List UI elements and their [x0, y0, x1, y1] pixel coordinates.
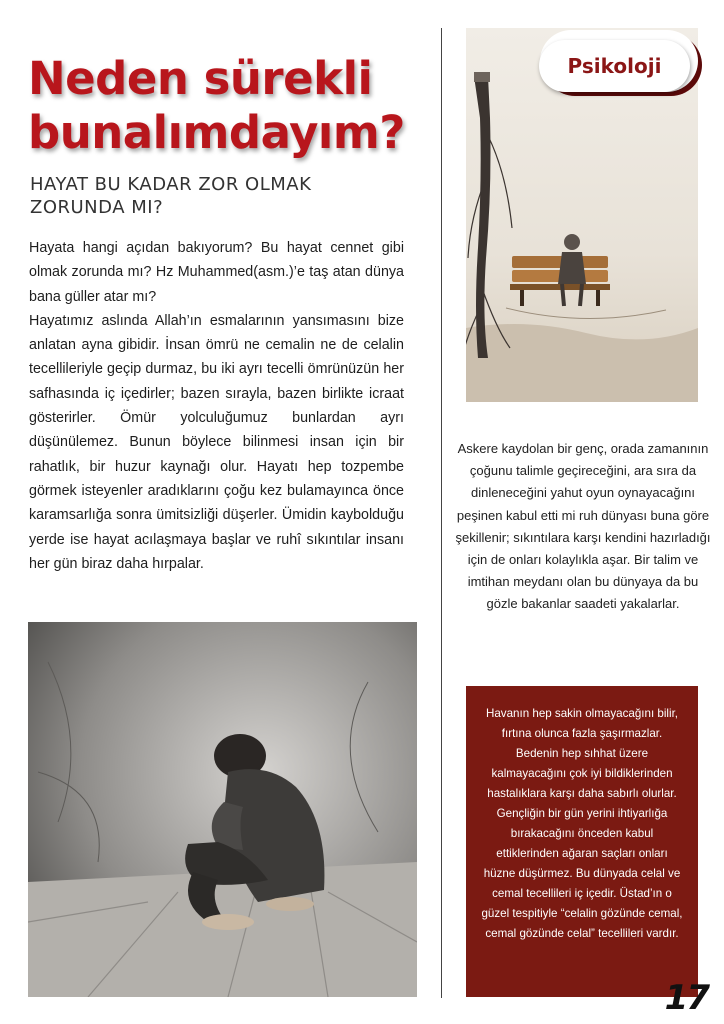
article-body	[29, 236, 404, 576]
page-number: 17	[664, 978, 708, 1018]
category-badge: Psikoloji	[539, 40, 690, 92]
sad-boy-illustration	[28, 622, 417, 997]
article-paragraph: Hayatımız aslında Allah’ın esmalarının yansımasını bize anlatan ayna gibidir. İnsan ömrü ne cemalin ne de celalin tecellileriyle geçip durmaz, bu iki ayrı tecelli ömrünüzün her safhasında iç içedirler; bazen sırayla, bazen birlikte icraat gösterirler. Ömür yolculuğumuz bunlardan ayrı düşünülemez. Bunun böylece bilinmesi insan için bir rahatlık, bir huzur kaynağı olur. Hayatı hep tozpembe görmek isteyenler aradıklarını çoğu kez bulamayınca önce karamsarlığa sonra ümitsizliği düşerler. Ümidin kaybolduğu yerde ise hayat acılaşmaya başlar ve ruhî sıkıntılar insanı her gün biraz daha hırpalar.	[29, 312, 404, 572]
article-subtitle: HAYAT BU KADAR ZOR OLMAK ZORUNDA MI?	[30, 174, 312, 218]
sidebar-text: Askere kaydolan bir genç, orada zamanının çoğunu talimle geçireceğini, ara sıra da dinleneceğini yahut oyun oynayacağını peşinen kabul etti mi ruh dünyası buna göre şekillenir; sıkıntılara karşı kendini hazırladığı için de onları kolaylıkla aşar. Bir talim ve imtihan meydanı olan bu dünyaya da bu gözle bakanlar saadeti yakalarlar.	[455, 441, 711, 612]
column-divider	[441, 28, 442, 998]
quote-box: Havanın hep sakin olmayacağını bilir, fırtına olunca fazla şaşırmazlar. Bedenin hep sıhhat üzere kalmayacağını çok iyi bildiklerinden hastalıklara karşı daha sabırlı olurlar. Gençliğin bir gün yerini ihtiyarlığa bırakacağını önceden kabul ettiklerinden ağaran saçları onları hüzne düşürmez. Bu dünyada celal ve cemal tecellileri iç içedir. Üstad’ın o güzel tespitiyle “celalin gözünde cemal, cemal gözünde celal” tecellileri vardır.	[466, 686, 698, 997]
article-title: Neden sürekli bunalımdayım?	[28, 52, 405, 159]
article-paragraph: Hayata hangi açıdan bakıyorum? Bu hayat cennet gibi olmak zorunda mı? Hz Muhammed(asm.)’e taş atan dünya bana güller atar mı?	[29, 240, 404, 305]
sad-boy-illustration-svg	[28, 622, 417, 997]
